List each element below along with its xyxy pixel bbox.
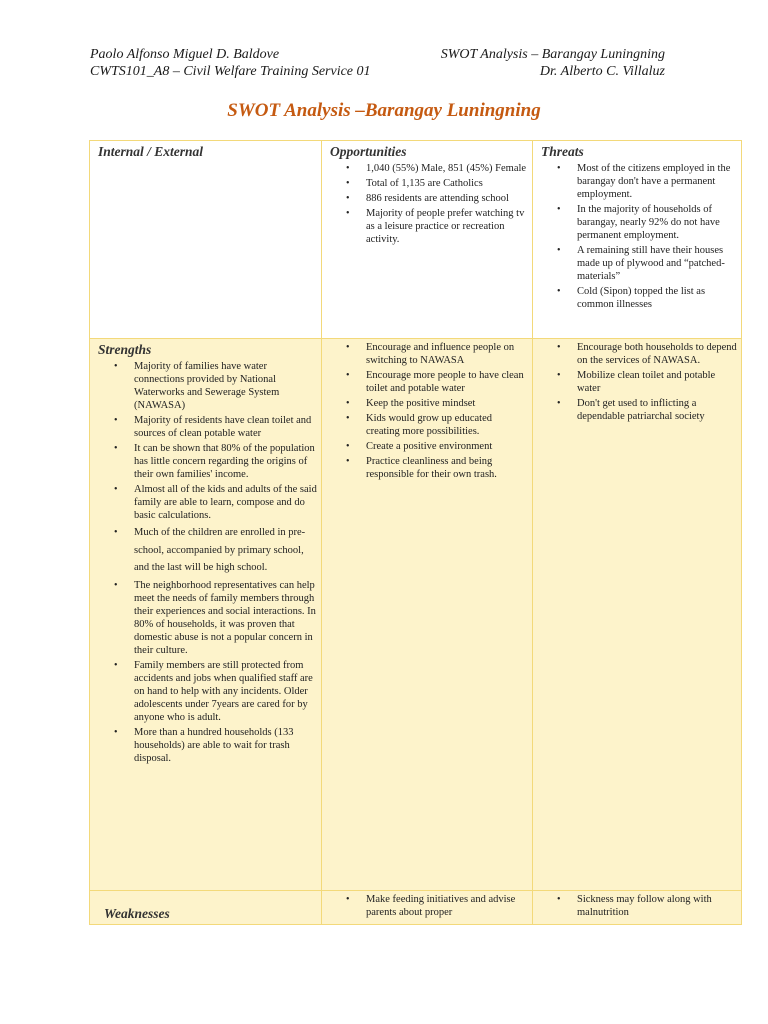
swot-table: [89, 140, 742, 925]
st-strategies-list: [537, 341, 737, 423]
strengths-label: Strengths: [98, 342, 152, 357]
internal-external-cell: [90, 141, 322, 339]
list-item: • Majority of residents have clean toilet and sources of clean potable water: [134, 414, 317, 440]
list-item: • A remaining still have their houses made up of plywood and “patched- materials”: [577, 244, 737, 283]
author-name: Paolo Alfonso Miguel D. Baldove: [90, 47, 280, 62]
document-title: SWOT Analysis – Barangay Luningning: [440, 47, 665, 62]
list-item: • Sickness may follow along with malnutrition: [577, 893, 737, 919]
list-item: • Cold (Sipon) topped the list as common illnesses: [577, 285, 737, 311]
so-strategies-cell: [322, 339, 533, 891]
strengths-list: [94, 360, 317, 765]
list-item: • Family members are still protected from accidents and jobs when qualified staff are on hand to help with any incidents. Older adolescents under 7years are cared for by anyone who is adult.: [134, 659, 317, 724]
st-strategies-cell: [533, 339, 742, 891]
list-item: • Much of the children are enrolled in pre-school, accompanied by primary school, and the last will be high school.: [134, 524, 317, 577]
opportunities-cell: [322, 141, 533, 339]
list-item: • 886 residents are attending school: [366, 192, 528, 205]
opportunities-label: Opportunities: [330, 144, 407, 159]
header-row-1: [90, 46, 665, 63]
header-row-2: [90, 63, 665, 80]
strengths-row: [90, 339, 742, 891]
list-item: • Encourage more people to have clean toilet and potable water: [366, 369, 528, 395]
list-item: • In the majority of households of barangay, nearly 92% do not have permanent employment.: [577, 203, 737, 242]
instructor-name: Dr. Alberto C. Villaluz: [539, 64, 665, 79]
weaknesses-row: [90, 891, 742, 925]
list-item: • Majority of people prefer watching tv as a leisure practice or recreation activity.: [366, 207, 528, 246]
list-item: • Keep the positive mindset: [366, 397, 528, 410]
list-item: • Mobilize clean toilet and potable water: [577, 369, 737, 395]
threats-list: [537, 162, 737, 311]
list-item: • Most of the citizens employed in the barangay don't have a permanent employment.: [577, 162, 737, 201]
list-item: • Majority of families have water connections provided by National Waterworks and Sewerage System (NAWASA): [134, 360, 317, 412]
opportunities-list: [326, 162, 528, 246]
list-item: • Total of 1,135 are Catholics: [366, 177, 528, 190]
strengths-cell: [90, 339, 322, 891]
list-item: • Encourage both households to depend on the services of NAWASA.: [577, 341, 737, 367]
wt-strategies-cell: [533, 891, 742, 925]
list-item: • Almost all of the kids and adults of the said family are able to learn, compose and do basic calculations.: [134, 483, 317, 522]
wt-strategies-list: [537, 893, 737, 919]
list-item: • Kids would grow up educated creating more possibilities.: [366, 412, 528, 438]
page-title: SWOT Analysis –Barangay Luningning: [227, 100, 541, 121]
list-item: • 1,040 (55%) Male, 851 (45%) Female: [366, 162, 528, 175]
list-item: • Encourage and influence people on switching to NAWASA: [366, 341, 528, 367]
course-name: CWTS101_A8 – Civil Welfare Training Service 01: [90, 64, 371, 79]
weaknesses-label: Weaknesses: [104, 906, 170, 921]
list-item: • Make feeding initiatives and advise parents about proper: [366, 893, 528, 919]
list-item: • More than a hundred households (133 households) are able to wait for trash disposal.: [134, 726, 317, 765]
internal-external-label: Internal / External: [98, 144, 204, 159]
swot-header-row: [90, 141, 742, 339]
threats-cell: [533, 141, 742, 339]
list-item: • The neighborhood representatives can help meet the needs of family members through their experiences and social interactions. In 80% of households, it was proven that domestic abuse is not a popular concern in their culture.: [134, 579, 317, 657]
list-item: • It can be shown that 80% of the population has little concern regarding the origins of their own families' income.: [134, 442, 317, 481]
list-item: • Don't get used to inflicting a dependable patriarchal society: [577, 397, 737, 423]
list-item: • Create a positive environment: [366, 440, 528, 453]
weaknesses-cell: [90, 891, 322, 925]
page-header: [90, 46, 665, 80]
so-strategies-list: [326, 341, 528, 481]
wo-strategies-list: [326, 893, 528, 919]
list-item: • Practice cleanliness and being responsible for their own trash.: [366, 455, 528, 481]
threats-label: Threats: [541, 144, 584, 159]
wo-strategies-cell: [322, 891, 533, 925]
